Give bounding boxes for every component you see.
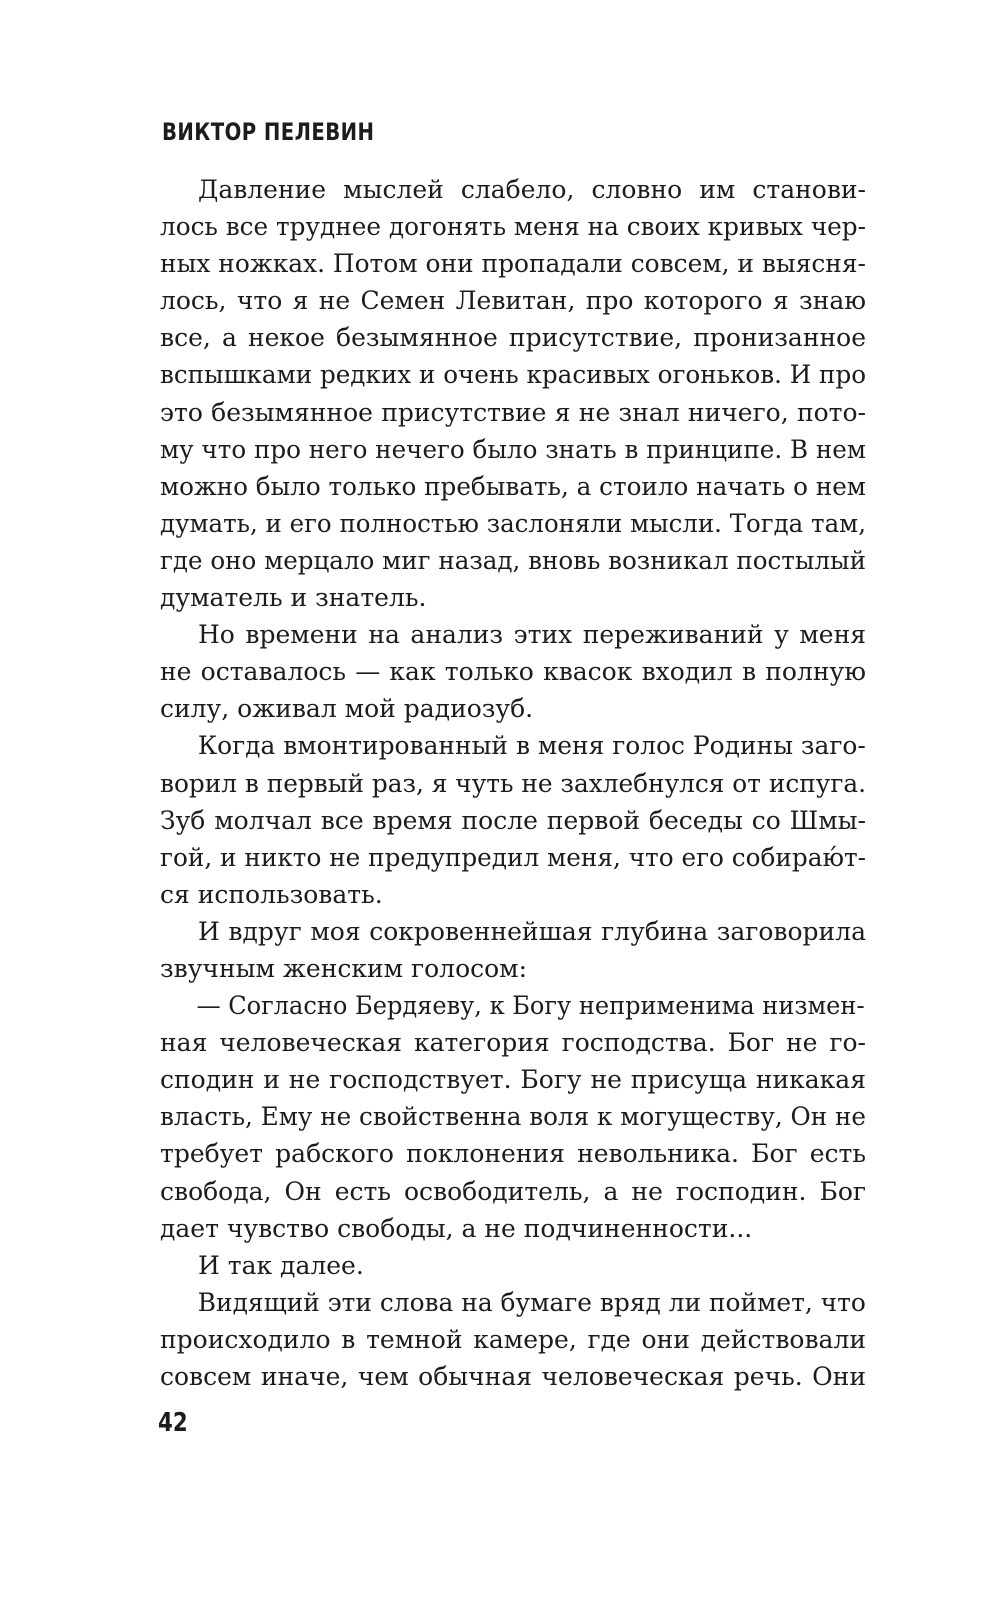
text-line-content: не оставалось — как только квасок входил в полную xyxy=(160,657,866,687)
text-line-content: Когда вмонтированный в меня голос Родины заго- xyxy=(197,731,866,761)
text-line-content: все, а некое безымянное присутствие, пронизанное xyxy=(160,323,866,353)
text-line-content: гой, и никто не предупредил меня, что его собираю́т- xyxy=(160,842,867,872)
text-line xyxy=(160,987,866,1024)
text-line-content: дает чувство свободы, а не подчиненности... xyxy=(160,1213,753,1243)
text-line xyxy=(160,1321,866,1358)
text-line-content: И так далее. xyxy=(198,1250,364,1280)
text-line xyxy=(160,1173,866,1210)
text-line xyxy=(160,839,866,876)
text-line xyxy=(160,913,866,950)
text-line-content: совсем иначе, чем обычная человеческая речь. Они xyxy=(160,1362,866,1391)
text-line xyxy=(160,171,866,208)
text-line-content: ных ножках. Потом они пропадали совсем, и выясня- xyxy=(160,249,866,279)
text-line-content: лось все труднее догонять меня на своих кривых чер- xyxy=(160,212,866,242)
text-line xyxy=(160,431,866,468)
text-line xyxy=(160,1061,866,1098)
text-line-content: Давление мыслей слабело, словно им станови- xyxy=(198,175,866,204)
text-line-content: ворил в первый раз, я чуть не захлебнулся от испуга. xyxy=(160,768,866,798)
text-line xyxy=(160,208,866,245)
text-line-content: И вдруг моя сокровеннейшая глубина заговорила xyxy=(198,916,866,946)
text-line-content: лось, что я не Семен Левитан, про которого я знаю xyxy=(160,286,866,316)
text-line-content: происходило в темной камере, где они действовали xyxy=(160,1324,866,1354)
text-line-content: требует рабского поклонения невольника. Бог есть xyxy=(160,1139,866,1169)
text-line xyxy=(160,505,866,542)
text-line xyxy=(160,468,866,505)
text-line xyxy=(160,690,866,727)
text-line xyxy=(160,319,866,356)
text-line-content: это безымянное присутствие я не знал ничего, пото- xyxy=(160,397,866,427)
text-line xyxy=(160,727,866,764)
text-line xyxy=(160,1135,866,1172)
text-line-content: звучным женским голосом: xyxy=(160,953,528,983)
body-text xyxy=(160,171,866,1395)
text-line xyxy=(160,876,866,913)
text-line-content: ная человеческая категория господства. Бог не го- xyxy=(160,1028,866,1058)
text-line-content: можно было только пребывать, а стоило начать о нем xyxy=(160,471,866,501)
text-line-content: Видящий эти слова на бумаге вряд ли поймет, что xyxy=(197,1287,866,1317)
text-line xyxy=(160,542,866,579)
text-line xyxy=(160,245,866,282)
text-line xyxy=(160,765,866,802)
text-line xyxy=(160,950,866,987)
text-line-content: — Согласно Бердяеву, к Богу неприменима низмен- xyxy=(196,991,865,1021)
text-line-content: власть, Ему не свойственна воля к могуществу, Он не xyxy=(160,1102,867,1132)
text-line xyxy=(160,1098,866,1135)
text-line-content: думать, и его полностью заслоняли мысли. Тогда там, xyxy=(160,508,866,538)
text-line-content: силу, оживал мой радиозуб. xyxy=(160,694,534,724)
text-line-content: ся использовать. xyxy=(160,879,383,909)
text-line xyxy=(160,1024,866,1061)
text-line xyxy=(160,394,866,431)
text-line-content: думатель и знатель. xyxy=(160,583,427,613)
text-line-content: Зуб молчал все время после первой беседы со Шмы- xyxy=(160,805,866,835)
text-line-content: му что про него нечего было знать в принципе. В нем xyxy=(160,434,866,464)
text-line xyxy=(160,1358,866,1395)
text-line xyxy=(160,653,866,690)
text-line xyxy=(160,616,866,653)
text-line xyxy=(160,802,866,839)
text-line-content: Но времени на анализ этих переживаний у меня xyxy=(198,620,866,650)
text-line xyxy=(160,1284,866,1321)
running-head-author: ВИКТОР ПЕЛЕВИН xyxy=(162,118,375,146)
text-line xyxy=(160,1210,866,1247)
text-line xyxy=(160,579,866,616)
text-line-content: свобода, Он есть освободитель, а не господин. Бог xyxy=(160,1176,866,1206)
text-line xyxy=(160,356,866,393)
text-line xyxy=(160,1247,866,1284)
text-line-content: сподин и не господствует. Богу не присуща никакая xyxy=(160,1065,866,1095)
text-line xyxy=(160,282,866,319)
text-line-content: вспышками редких и очень красивых огоньков. И про xyxy=(160,360,867,390)
page-number: 42 xyxy=(158,1408,188,1438)
text-line-content: где оно мерцало миг назад, вновь возникал постылый xyxy=(160,545,867,575)
